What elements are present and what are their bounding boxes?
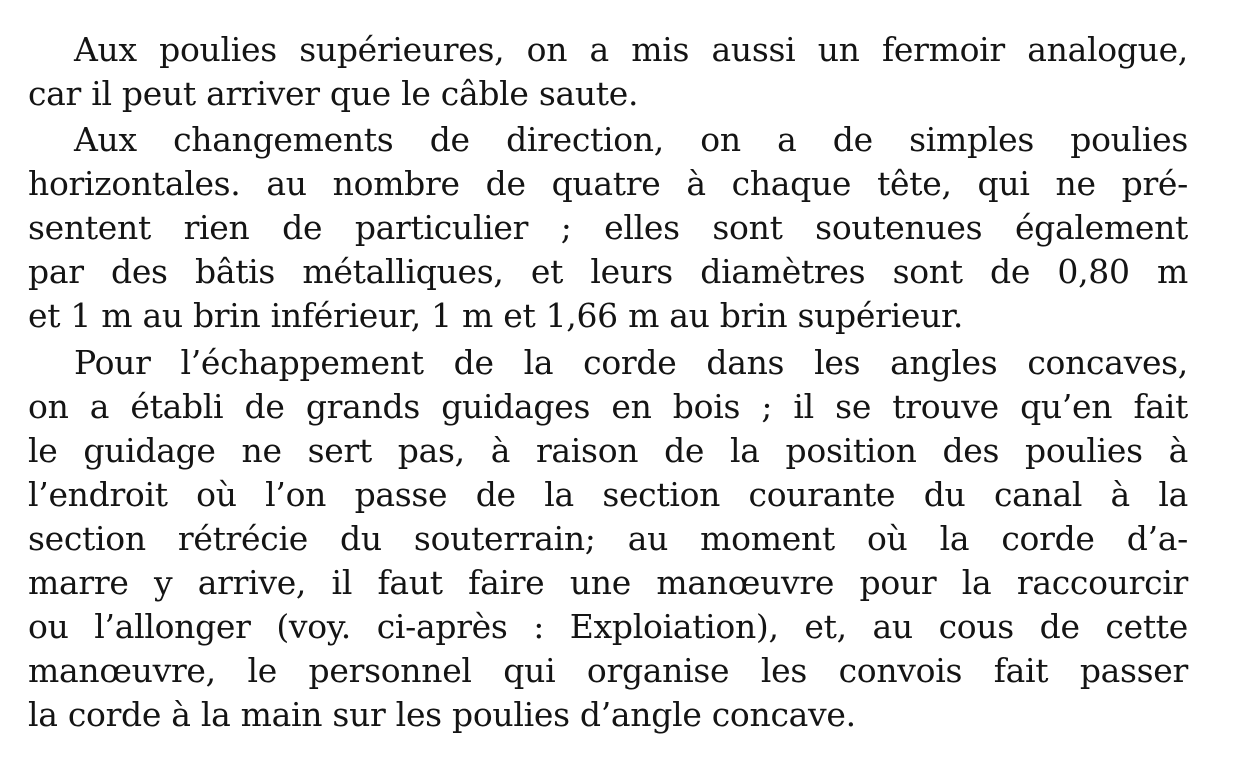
paragraph-2-line-5: et 1 m au brin inférieur, 1 m et 1,66 m au brin supérieur. [28, 296, 964, 335]
paragraph-1-line-2: car il peut arriver que le câble saute. [28, 74, 639, 113]
paragraph-3-line-6: marre y arrive, il faut faire une manœuvre pour la raccourcir [28, 563, 1188, 602]
paragraph-3-line-3: le guidage ne sert pas, à raison de la position des poulies à [28, 431, 1188, 470]
paragraph-2-line-2: horizontales. au nombre de quatre à chaque tête, qui ne pré- [28, 164, 1188, 203]
paragraph-3-line-5: section rétrécie du souterrain; au moment où la corde d’a- [28, 519, 1188, 558]
paragraph-1-line-1: Aux poulies supérieures, on a mis aussi un fermoir analogue, [74, 30, 1188, 69]
paragraph-3-line-9: la corde à la main sur les poulies d’angle concave. [28, 695, 856, 734]
paragraph-3-line-8: manœuvre, le personnel qui organise les convois fait passer [28, 651, 1188, 690]
paragraph-3-line-1: Pour l’échappement de la corde dans les angles concaves, [74, 343, 1188, 382]
paragraph-2-line-1: Aux changements de direction, on a de simples poulies [74, 120, 1188, 159]
paragraph-3-line-7: ou l’allonger (voy. ci-après : Exploiation), et, au cous de cette [28, 607, 1188, 646]
paragraph-2-line-4: par des bâtis métalliques, et leurs diamètres sont de 0,80 m [28, 252, 1188, 291]
paragraph-3-line-4: l’endroit où l’on passe de la section courante du canal à la [28, 475, 1188, 514]
paragraph-3-line-2: on a établi de grands guidages en bois ; il se trouve qu’en fait [28, 387, 1188, 426]
paragraph-2-line-3: sentent rien de particulier ; elles sont soutenues également [28, 208, 1188, 247]
